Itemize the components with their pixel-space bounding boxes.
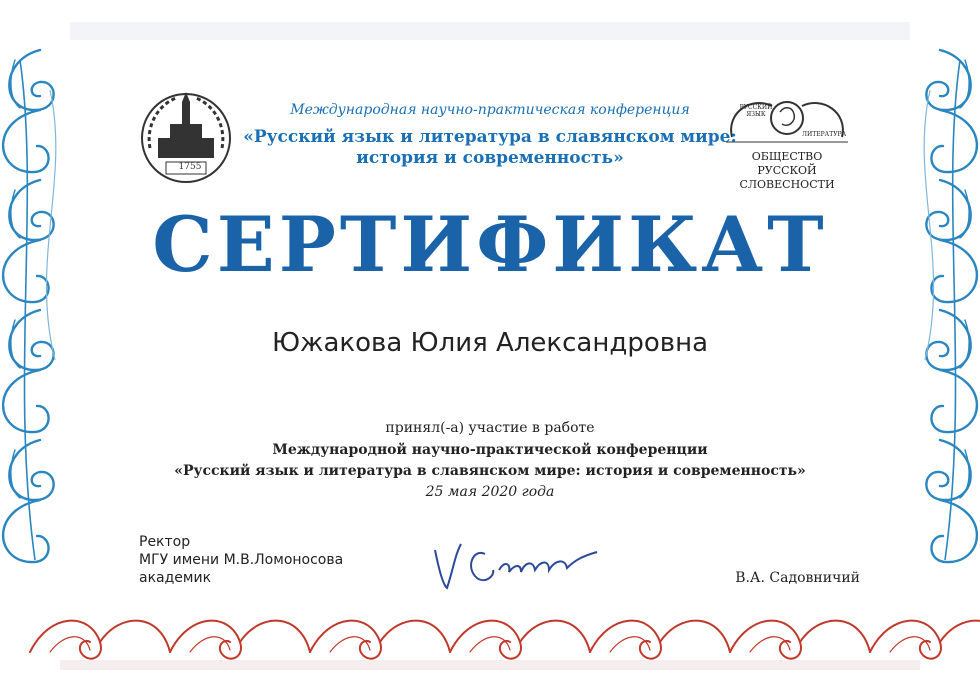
signatory-name: В.А. Садовничий bbox=[735, 570, 860, 586]
signatory-position: Ректор bbox=[139, 534, 191, 550]
certificate-heading: СЕРТИФИКАТ bbox=[152, 200, 828, 289]
recipient-name: Южакова Юлия Александровна bbox=[271, 328, 709, 358]
signatory-institution: МГУ имени М.В.Ломоносова bbox=[139, 552, 344, 568]
conference-subtitle: Международная научно-практическая конференция bbox=[290, 102, 690, 118]
conference-line: Международной научно-практической конференции bbox=[272, 442, 708, 458]
conference-title-line2: история и современность» bbox=[356, 148, 624, 168]
society-logo-caption-1: ОБЩЕСТВО bbox=[751, 150, 823, 163]
conference-title-line1: «Русский язык и литература в славянском мире: bbox=[243, 127, 737, 147]
signatory-rank: академик bbox=[139, 570, 212, 586]
conference-date: 25 мая 2020 года bbox=[425, 484, 555, 500]
participation-text: принял(-а) участие в работе bbox=[385, 420, 595, 436]
society-logo-inner-text-1: РУССКИЙ ЯЗЫК bbox=[739, 104, 773, 118]
handwritten-signature bbox=[425, 530, 615, 600]
society-logo-caption-2: РУССКОЙ СЛОВЕСНОСТИ bbox=[739, 164, 835, 191]
signatory-titles bbox=[139, 533, 343, 587]
conference-title-body: «Русский язык и литература в славянском мире: история и современность» bbox=[174, 463, 806, 479]
msu-logo-year: 1755 bbox=[178, 162, 202, 172]
society-logo-inner-text-2: ЛИТЕРАТУРА bbox=[802, 131, 847, 138]
